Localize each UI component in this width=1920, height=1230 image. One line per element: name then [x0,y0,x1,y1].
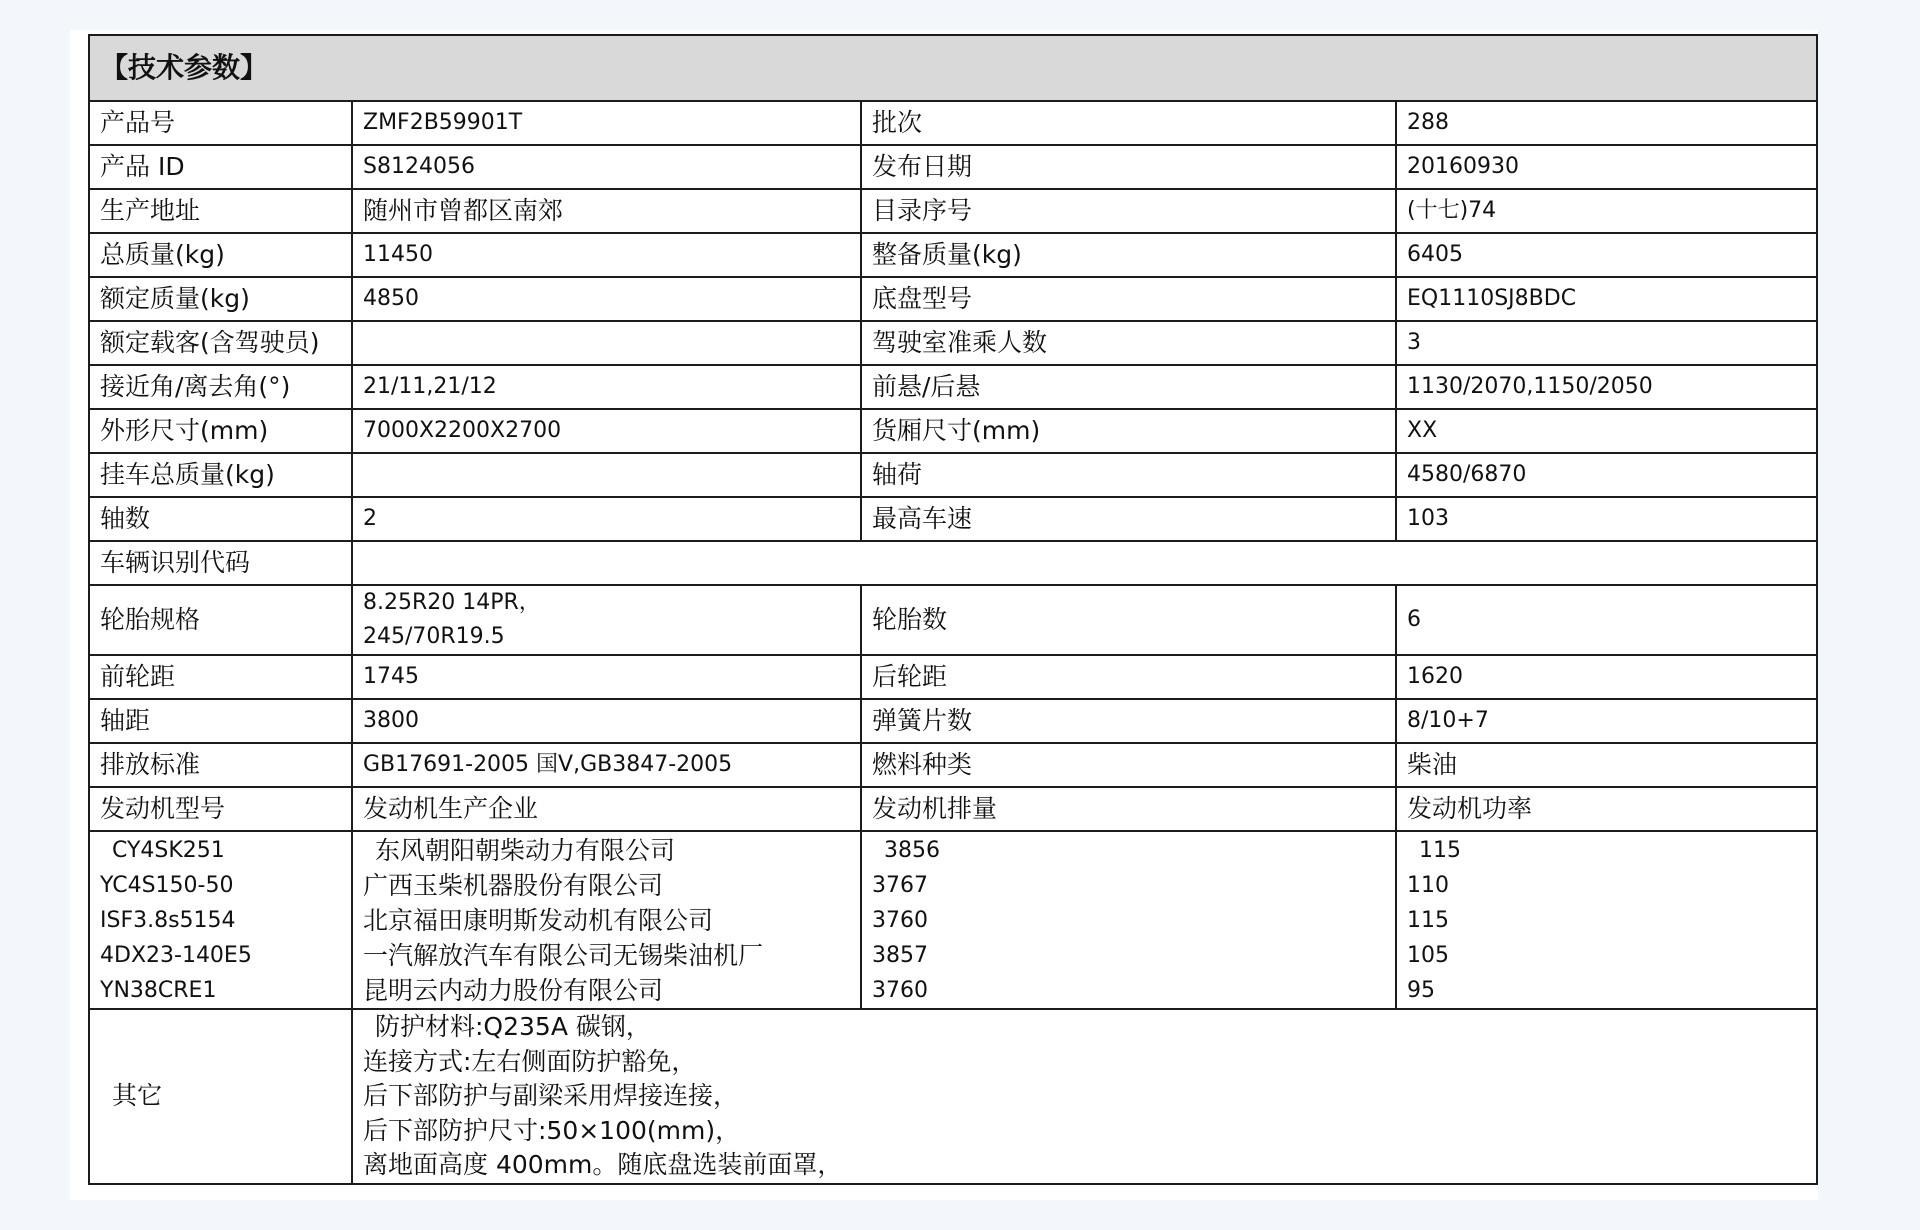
label-cell: 额定质量(kg) [89,277,352,321]
label-cell: 其它 [89,1009,352,1184]
note-line: 防护材料:Q235A 碳钢， [375,1012,651,1041]
list-item: 4DX23-140E5 [100,942,252,968]
tech-spec-table [88,34,1818,1185]
label-cell: 产品 ID [89,145,352,189]
engine-displacement-header: 发动机排量 [861,787,1396,831]
tire-spec-line: 245/70R19.5 [363,624,505,649]
table-row [89,145,1817,189]
label-cell: 目录序号 [861,189,1396,233]
table-row [89,497,1817,541]
label-cell: 额定载客(含驾驶员) [89,321,352,365]
value-cell: 288 [1396,101,1817,145]
label-cell: 轴数 [89,497,352,541]
note-line: 离地面高度 400mm。随底盘选装前面罩， [363,1150,843,1179]
label-cell: 批次 [861,101,1396,145]
label-cell: 前悬/后悬 [861,365,1396,409]
label-cell: 总质量(kg) [89,233,352,277]
list-item: 3760 [872,977,928,1003]
value-cell: 2 [352,497,861,541]
value-cell: 3800 [352,699,861,743]
value-cell: 20160930 [1396,145,1817,189]
label-cell: 产品号 [89,101,352,145]
label-cell: 前轮距 [89,655,352,699]
list-item: 昆明云内动力股份有限公司 [363,975,664,1005]
value-cell: 3 [1396,321,1817,365]
table-row [89,655,1817,699]
note-line: 后下部防护尺寸:50×100(mm)， [363,1115,741,1145]
label-cell: 接近角/离去角(°) [89,365,352,409]
engine-displacement-list [861,831,1396,1009]
value-cell: 8/10+7 [1396,699,1817,743]
list-item: 3767 [872,872,928,898]
label-cell: 发布日期 [861,145,1396,189]
value-cell: ZMF2B59901T [352,101,861,145]
label-cell: 挂车总质量(kg) [89,453,352,497]
value-cell [352,321,861,365]
value-cell [352,453,861,497]
list-item: 一汽解放汽车有限公司无锡柴油机厂 [363,940,764,970]
value-cell: 4850 [352,277,861,321]
list-item: 3856 [884,837,940,863]
engine-maker-header: 发动机生产企业 [352,787,861,831]
label-cell: 生产地址 [89,189,352,233]
value-cell: EQ1110SJ8BDC [1396,277,1817,321]
value-cell: 6405 [1396,233,1817,277]
value-cell: (十七)74 [1396,189,1817,233]
table-row [89,453,1817,497]
list-item: 115 [1407,907,1449,933]
value-cell: 6 [1396,585,1817,655]
label-cell: 后轮距 [861,655,1396,699]
list-item: 广西玉柴机器股份有限公司 [363,870,664,900]
list-item: YC4S150-50 [100,872,234,898]
list-item: ISF3.8s5154 [100,907,236,933]
engine-maker-list [352,831,861,1009]
value-cell: 随州市曾都区南郊 [352,189,861,233]
label-cell: 排放标准 [89,743,352,787]
label-cell: 轴距 [89,699,352,743]
table-row [89,277,1817,321]
label-cell: 底盘型号 [861,277,1396,321]
value-cell: 21/11,21/12 [352,365,861,409]
list-item: YN38CRE1 [100,977,217,1003]
value-cell: 103 [1396,497,1817,541]
table-row-other [89,1009,1817,1184]
list-item: 95 [1407,977,1435,1003]
list-item: 105 [1407,942,1449,968]
list-item: 3760 [872,907,928,933]
table-row [89,101,1817,145]
note-line: 连接方式:左右侧面防护豁免， [363,1046,697,1076]
note-line: 后下部防护与副梁采用焊接连接， [363,1081,739,1110]
table-row [89,365,1817,409]
list-item: 3857 [872,942,928,968]
table-row [89,321,1817,365]
other-notes-cell [352,1009,1817,1184]
label-cell: 弹簧片数 [861,699,1396,743]
value-cell: GB17691-2005 国Ⅴ,GB3847-2005 [352,743,861,787]
table-row [89,409,1817,453]
list-item: 110 [1407,872,1449,898]
label-cell: 轴荷 [861,453,1396,497]
label-cell: 驾驶室准乘人数 [861,321,1396,365]
label-cell: 整备质量(kg) [861,233,1396,277]
label-cell: 轮胎规格 [89,585,352,655]
table-row-tire [89,585,1817,655]
table-row [89,743,1817,787]
list-item: 北京福田康明斯发动机有限公司 [363,905,714,935]
value-cell: 柴油 [1396,743,1817,787]
tire-spec-cell [352,585,861,655]
document-page [70,30,1818,1200]
table-row [89,233,1817,277]
value-cell: S8124056 [352,145,861,189]
label-cell: 货厢尺寸(mm) [861,409,1396,453]
list-item: CY4SK251 [112,837,225,863]
label-cell: 外形尺寸(mm) [89,409,352,453]
label-cell: 轮胎数 [861,585,1396,655]
table-row-vin [89,541,1817,585]
value-cell: 1620 [1396,655,1817,699]
value-cell: 11450 [352,233,861,277]
label-cell: 最高车速 [861,497,1396,541]
engine-list-row [89,831,1817,1009]
table-row [89,699,1817,743]
value-cell: 4580/6870 [1396,453,1817,497]
engine-power-list [1396,831,1817,1009]
table-row [89,189,1817,233]
tire-spec-line: 8.25R20 14PR， [363,590,541,615]
list-item: 东风朝阳朝柴动力有限公司 [375,835,676,865]
list-item: 115 [1419,837,1461,863]
value-cell [352,541,1817,585]
value-cell: XX [1396,409,1817,453]
engine-header-row [89,787,1817,831]
engine-model-header: 发动机型号 [89,787,352,831]
value-cell: 1745 [352,655,861,699]
label-cell: 车辆识别代码 [89,541,352,585]
engine-power-header: 发动机功率 [1396,787,1817,831]
label-cell: 燃料种类 [861,743,1396,787]
value-cell: 7000X2200X2700 [352,409,861,453]
table-title: 【技术参数】 [89,35,1817,101]
engine-model-list [89,831,352,1009]
value-cell: 1130/2070,1150/2050 [1396,365,1817,409]
